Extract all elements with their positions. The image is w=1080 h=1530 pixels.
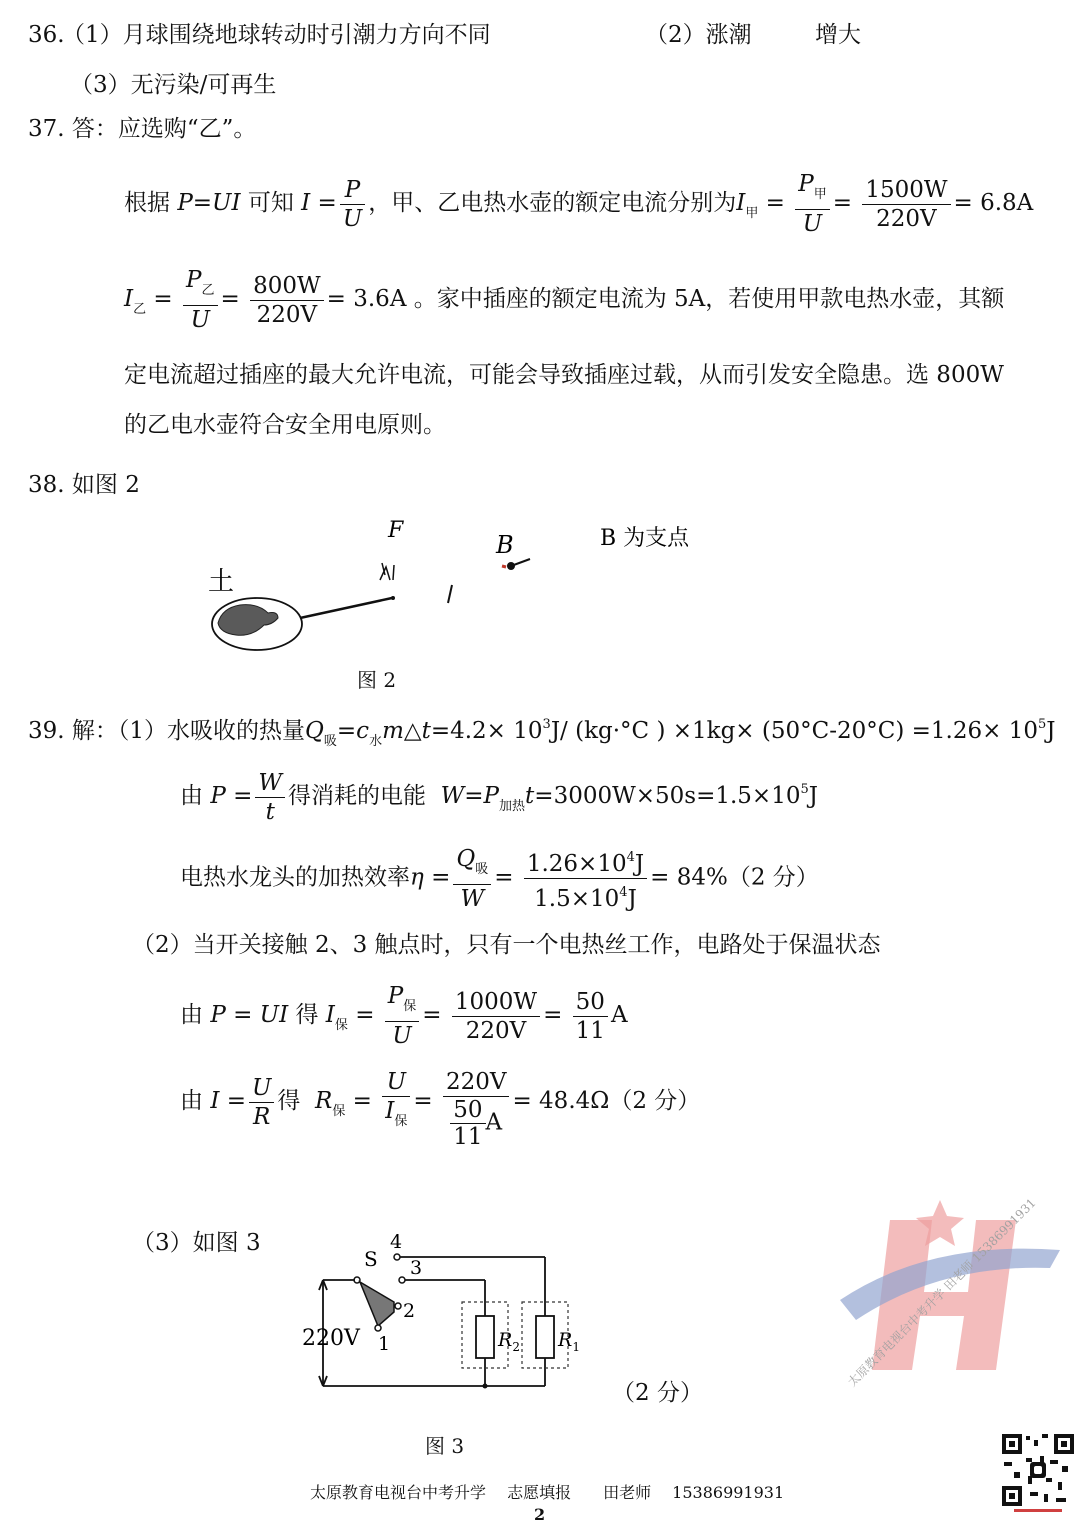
switch-label: S	[364, 1247, 378, 1271]
terminal-2: 2	[403, 1300, 416, 1322]
terminal-3: 3	[410, 1257, 423, 1279]
label-f: F	[388, 518, 404, 543]
fraction-resistance: 220V $\frac{50}{11}$ A	[443, 1068, 510, 1150]
fraction-800w: $\frac{800W}{220V}$	[250, 272, 324, 329]
q36-part2-change: 增大	[815, 22, 861, 48]
fraction-1000w: $\frac{1000W}{220V}$	[452, 988, 540, 1045]
label-r1: $R_1$	[558, 1329, 580, 1354]
figure-3-circuit	[290, 1220, 620, 1410]
resistor-r1	[536, 1316, 554, 1358]
switch-s	[360, 1282, 394, 1326]
q37-answer: 37. 答：应选购“乙”。	[28, 116, 257, 142]
q37-explanation-line5: 的乙电水壶符合安全用电原则。	[124, 412, 446, 438]
fraction-efficiency: $\frac{1.26\times 10^4J}{1.5\times 10^4J}$	[524, 844, 647, 913]
label-soil: 土	[208, 567, 235, 597]
q37-explanation-line4: 定电流超过插座的最大允许电流，可能会导致插座过载，从而引发安全隐患。选 800W	[124, 362, 1004, 388]
q39-line2: 由 P = $\frac{W}{t}$ 得消耗的电能 $W=P_{加热}t=3000W\times 50s=1.5\times 10^5J$	[180, 769, 818, 825]
fraction-1500w: $\frac{1500W}{220V}$	[862, 176, 950, 233]
q37-yi-current-line: $I_乙$ = $\frac{P_乙}{U}$ = $\frac{800W}{220V}$ = 3.6A 。家中插座的额定电流为 5A，若使用甲款电热水壶，其额	[124, 267, 1005, 333]
watermark-text: 太原教育电视台中考升学 田老师 15386991931	[845, 1195, 1039, 1390]
figure-3-caption: 图 3	[425, 1434, 465, 1458]
fraction-p-yi: $\frac{P_乙}{U}$	[183, 266, 218, 334]
footer-text: 太原教育电视台中考升学 志愿填报 田老师 15386991931	[310, 1483, 785, 1502]
rock-shape	[218, 605, 278, 636]
pivot-note: B 为支点	[600, 526, 690, 551]
fraction-50-11: $\frac{50}{11}$	[573, 988, 608, 1045]
q39-line4: （2）当开关接触 2、3 触点时，只有一个电热丝工作，电路处于保温状态	[132, 932, 881, 958]
fraction-w-over-t: $\frac{W}{t}$	[255, 769, 285, 826]
lever-bar	[300, 598, 392, 618]
figure-2-lever	[200, 505, 720, 655]
fraction-p-bao: $\frac{P_保}{U}$	[385, 982, 420, 1050]
fraction-p-jia: $\frac{P_甲}{U}$	[795, 170, 830, 238]
q36-part1: （1）月球围绕地球转动时引潮力方向不同	[62, 22, 491, 48]
q39-line5: 由 P = UI 得 $I_保$ = $\frac{P_保}{U}$ = $\frac{1000W}{220V}$ = $\frac{50}{11}$ A	[180, 983, 628, 1049]
q36-part2-answer: （2）涨潮	[645, 22, 752, 48]
q38-heading: 38. 如图 2	[28, 472, 140, 498]
resistor-r2	[476, 1316, 494, 1358]
q39-part3-score: （2 分）	[612, 1380, 703, 1406]
q39-line3: 电热水龙头的加热效率η = $\frac{Q_吸}{W}$ = $\frac{1.26\times 10^4J}{1.5\times 10^4J}$ = 84%（2 分）	[180, 845, 819, 912]
fraction-q-over-w: $\frac{Q_吸}{W}$	[453, 845, 491, 913]
voltage-label: 220V	[302, 1326, 360, 1351]
q39-part3-heading: （3）如图 3	[132, 1230, 261, 1256]
q36-part3: （3）无污染/可再生	[70, 72, 277, 98]
label-b: B	[496, 531, 514, 559]
fraction-u-over-r: $\frac{U}{R}$	[249, 1074, 274, 1131]
q39-line1: 39. 解：（1）水吸收的热量$Q_吸=c_水m\triangle t=4.2\times 10^3J/$ (kg·°C ) $\times 1kg\times (50^\circ C-20^\circ C) =1.26\times 10^5J$	[28, 717, 1056, 749]
terminal-1: 1	[378, 1333, 391, 1355]
q39-line6: 由 I = $\frac{U}{R}$ 得 $R_保$ = $\frac{U}{I_保}$ = 220V $\frac{50}{11}$ A = 48.4Ω（2 分）	[180, 1069, 701, 1150]
qr-code	[1000, 1432, 1076, 1512]
figure-2-caption: 图 2	[357, 668, 397, 692]
q36-number: 36.	[28, 22, 65, 48]
label-r2: $R_2$	[498, 1329, 520, 1354]
q37-current-formula-line: 根据 P=UI 可知 I = $\frac{P}{U}$ ，甲、乙电热水壶的额定电流分别为$I_甲$ = $\frac{P_甲}{U}$ = $\frac{1500W}{220V}$ = 6.8A	[124, 171, 1034, 237]
fraction-u-over-i: $\frac{U}{I_保}$	[382, 1068, 410, 1136]
page-number: 2	[534, 1505, 546, 1524]
fraction-p-over-u: $\frac{P}{U}$	[340, 176, 365, 233]
terminal-4: 4	[390, 1231, 403, 1253]
watermark-logo	[820, 1180, 1070, 1390]
